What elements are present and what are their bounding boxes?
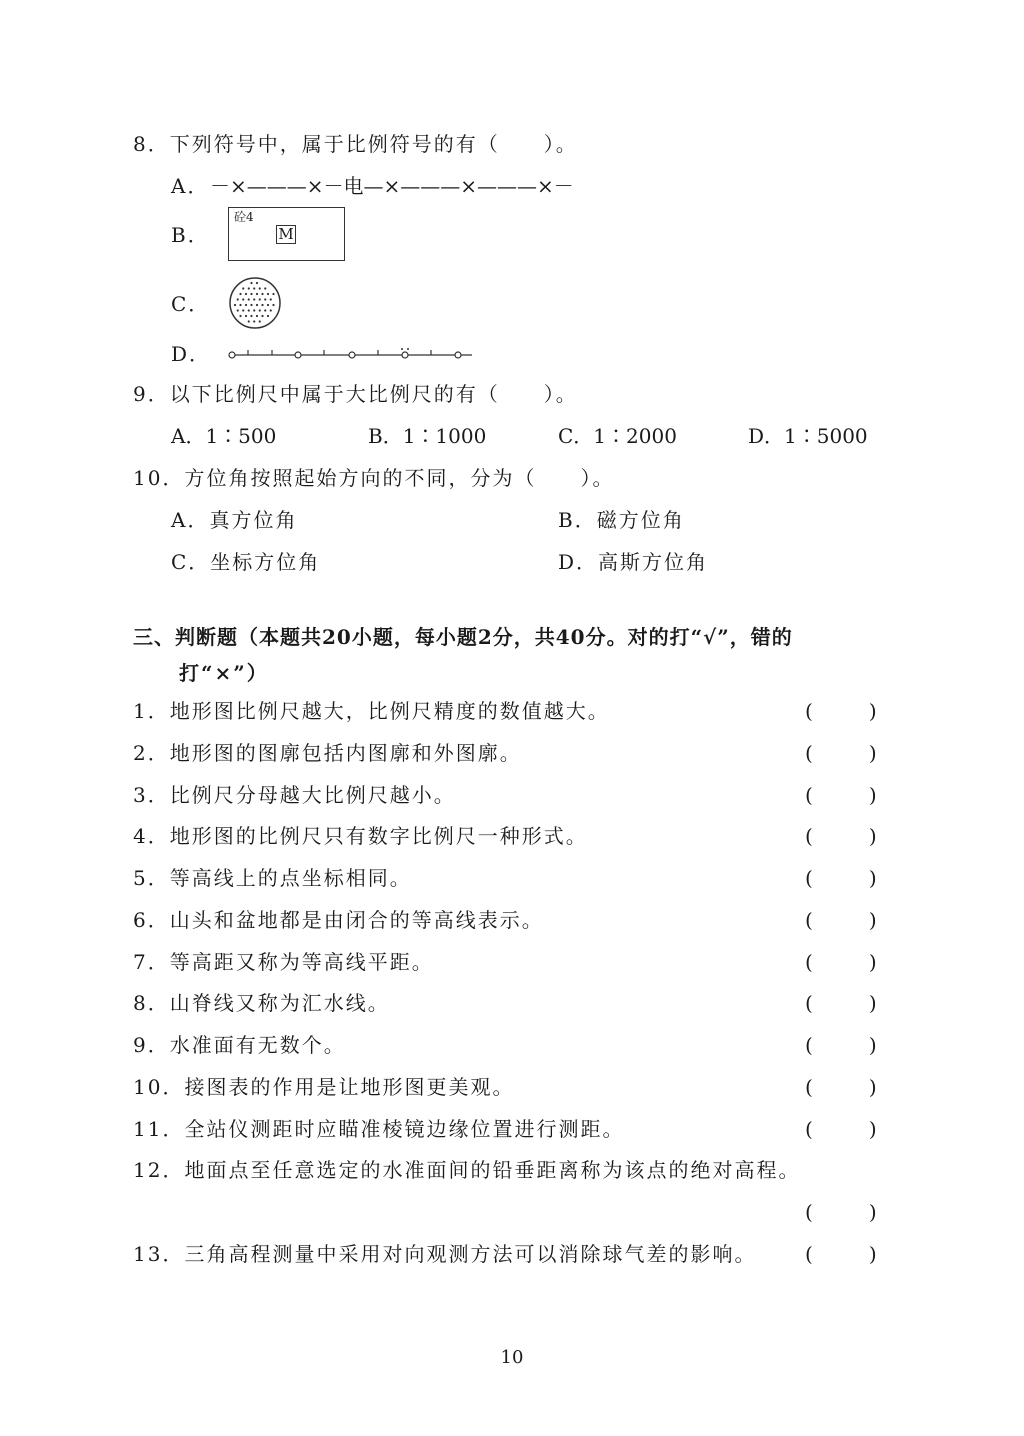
q10-option-b: B．磁方位角 <box>558 508 685 532</box>
q8-option-a-label: A． <box>171 174 210 198</box>
q8-option-b-box-text: 砼4 <box>234 210 254 224</box>
judgement-item-4: 4．地形图的比例尺只有数字比例尺一种形式。 <box>133 824 588 848</box>
q9-option-d: D．1∶5000 <box>748 424 868 448</box>
q9-option-a: A．1∶500 <box>171 424 277 448</box>
answer-blank[interactable]: ( ) <box>805 1117 877 1141</box>
answer-blank[interactable]: ( ) <box>805 699 877 723</box>
q8-option-d-label: D． <box>171 342 212 366</box>
section-3-heading-line2: 打“×”） <box>179 661 269 685</box>
q9-option-c: C．1∶2000 <box>558 424 677 448</box>
answer-blank[interactable]: ( ) <box>805 991 877 1015</box>
answer-blank[interactable]: ( ) <box>805 1242 877 1266</box>
answer-blank[interactable]: ( ) <box>805 741 877 765</box>
q8-option-d-line-symbol-icon <box>228 346 474 364</box>
page-number: 10 <box>500 1347 524 1368</box>
judgement-item-8: 8．山脊线又称为汇水线。 <box>133 991 390 1015</box>
judgement-item-3: 3．比例尺分母越大比例尺越小。 <box>133 783 456 807</box>
answer-blank[interactable]: ( ) <box>805 1075 877 1099</box>
q9-option-b: B．1∶1000 <box>368 424 487 448</box>
q10-option-a: A．真方位角 <box>171 508 298 532</box>
judgement-item-2: 2．地形图的图廓包括内图廓和外图廓。 <box>133 741 522 765</box>
q10-option-d: D．高斯方位角 <box>558 550 709 574</box>
judgement-item-5: 5．等高线上的点坐标相同。 <box>133 866 412 890</box>
q8-option-a-symbol: －×———×－电—×———×———×－ <box>210 174 574 198</box>
judgement-item-1: 1．地形图比例尺越大，比例尺精度的数值越大。 <box>133 699 610 723</box>
judgement-item-9: 9．水准面有无数个。 <box>133 1033 346 1057</box>
q8-option-b-box-mark: M <box>276 225 296 244</box>
answer-blank[interactable]: ( ) <box>805 908 877 932</box>
q10-stem: 10．方位角按照起始方向的不同，分为（ ）。 <box>133 466 615 490</box>
judgement-item-6: 6．山头和盆地都是由闭合的等高线表示。 <box>133 908 544 932</box>
answer-blank[interactable]: ( ) <box>805 1200 877 1224</box>
q8-option-c-label: C． <box>171 292 211 316</box>
section-3-heading-line1: 三、判断题（本题共20小题，每小题2分，共40分。对的打“√”，错的 <box>133 625 793 649</box>
judgement-item-13: 13．三角高程测量中采用对向观测方法可以消除球气差的影响。 <box>133 1242 757 1266</box>
q8-option-c-dotted-circle-icon <box>228 276 282 330</box>
q8-option-b-label: B． <box>171 223 210 247</box>
answer-blank[interactable]: ( ) <box>805 783 877 807</box>
answer-blank[interactable]: ( ) <box>805 950 877 974</box>
judgement-item-7: 7．等高距又称为等高线平距。 <box>133 950 434 974</box>
q8-stem: 8．下列符号中，属于比例符号的有（ ）。 <box>133 132 578 156</box>
judgement-item-11: 11．全站仪测距时应瞄准棱镜边缘位置进行测距。 <box>133 1117 625 1141</box>
answer-blank[interactable]: ( ) <box>805 1033 877 1057</box>
q8-option-b-symbol-box <box>228 207 345 261</box>
answer-blank[interactable]: ( ) <box>805 866 877 890</box>
q10-option-c: C．坐标方位角 <box>171 550 321 574</box>
answer-blank[interactable]: ( ) <box>805 824 877 848</box>
judgement-item-10: 10．接图表的作用是让地形图更美观。 <box>133 1075 515 1099</box>
q9-stem: 9．以下比例尺中属于大比例尺的有（ ）。 <box>133 382 578 406</box>
judgement-item-12: 12．地面点至任意选定的水准面间的铅垂距离称为该点的绝对高程。 <box>133 1158 801 1182</box>
